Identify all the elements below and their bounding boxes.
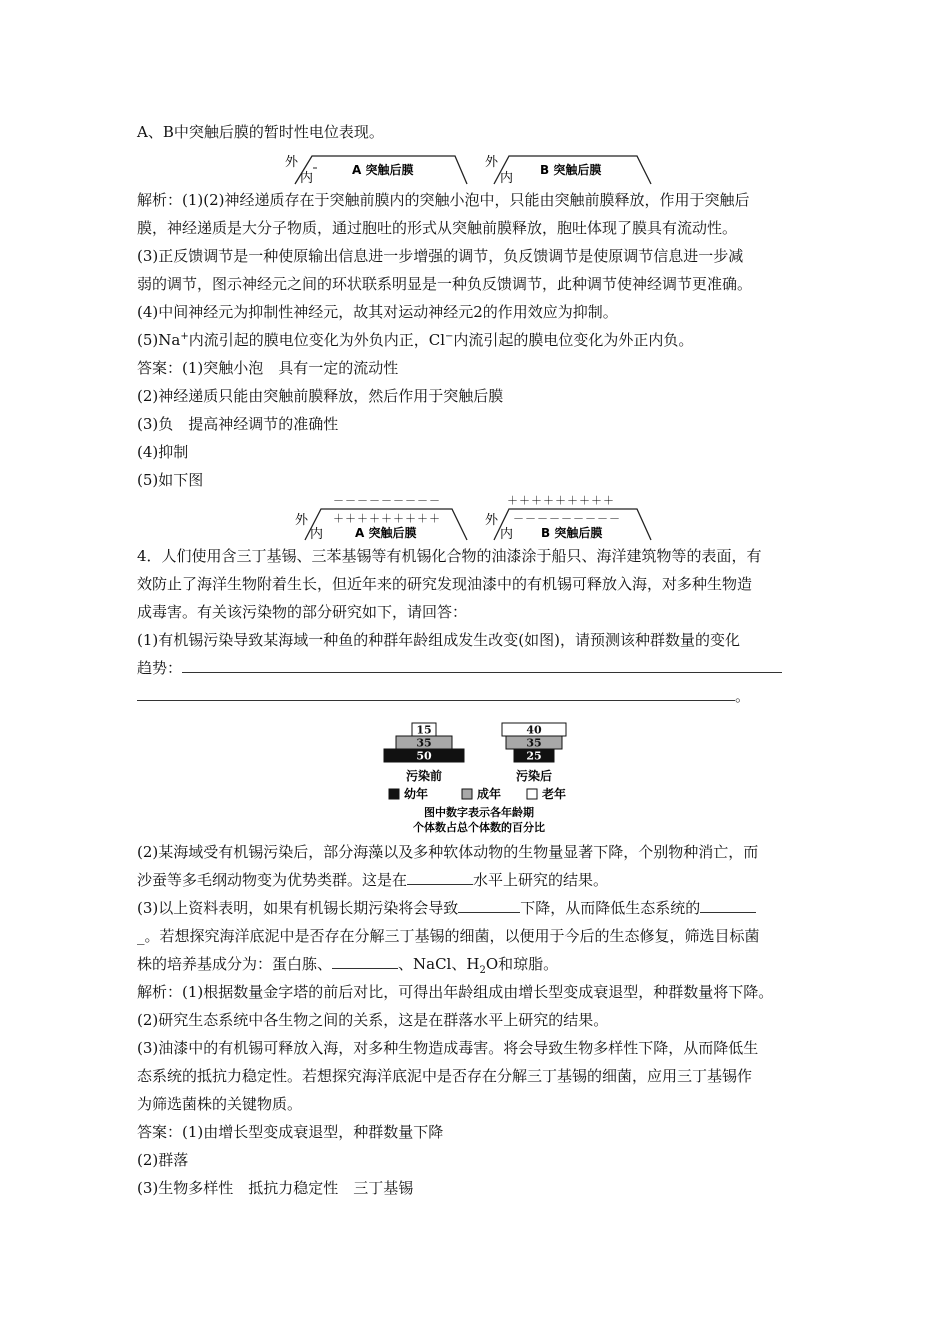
inner-label-a: 内: [300, 171, 314, 186]
answer-1-line-1: 答案：(1)突触小泡 具有一定的流动性: [137, 359, 399, 377]
answer-2-line-3: (3)生物多样性 抵抗力稳定性 三丁基锡: [137, 1179, 414, 1197]
pyramid-value-label: 15: [416, 723, 432, 737]
membrane-b-inner-charges: －－－－－－－－－: [513, 512, 621, 525]
answer-1-line-4: (4)抑制: [137, 443, 189, 461]
answer-blank-3b[interactable]: [700, 895, 756, 913]
inner-label-b2: 内: [500, 527, 514, 542]
membrane-b-label: B 突触后膜: [540, 163, 602, 177]
membrane-figure-charged: [137, 494, 817, 542]
question-4-line-5: 趋势：: [137, 654, 817, 682]
outer-label-b2: 外: [485, 513, 499, 528]
legend-label: 成年: [477, 787, 502, 801]
outer-label-a2: 外: [295, 513, 309, 528]
answer-blank-1b[interactable]: [137, 683, 735, 701]
question-4-part-3-line-3: 株的培养基成分为：蛋白胨、 、NaCl、$H_2O$和琼脂。: [137, 950, 817, 978]
legend-swatch-老年: [527, 789, 537, 799]
analysis-1-line-6: (5)Na+内流引起的膜电位变化为外负内正，Cl−内流引起的膜电位变化为外正内负。: [137, 331, 694, 349]
inner-label-b: 内: [500, 171, 514, 186]
pyramid-value-label: 25: [526, 749, 542, 763]
answer-1-line-2: (2)神经递质只能由突触前膜释放，然后作用于突触后膜: [137, 387, 504, 405]
pyramid-value-label: 35: [416, 736, 432, 750]
analysis-1-line-3: (3)正反馈调节是一种使原输出信息进一步增强的调节，负反馈调节是使原调节信息进一步减: [137, 247, 744, 265]
analysis-2-line-3: (3)油漆中的有机锡可释放入海，对多种生物造成毒害。将会导致生物多样性下降，从而降低生: [137, 1039, 759, 1057]
membrane-diagram-blank: [137, 146, 817, 186]
legend-label: 老年: [542, 787, 567, 801]
analysis-2-line-5: 为筛选菌株的关键物质。: [137, 1095, 303, 1113]
answer-blank-3a[interactable]: [458, 895, 520, 913]
document-page: [137, 118, 817, 1202]
analysis-2-line-1: 解析：(1)根据数量金字塔的前后对比，可得出年龄组成由增长型变成衰退型，种群数量将下降。: [137, 983, 774, 1001]
membrane-b2-label: B 突触后膜: [541, 526, 603, 540]
pyramid-value-label: 40: [526, 723, 542, 737]
question-4-line-4: (1)有机锡污染导致某海域一种鱼的种群年龄组成发生改变(如图)，请预测该种群数量的变化: [137, 631, 740, 649]
question-4-line-6: 。: [137, 682, 817, 710]
legend-label: 幼年: [404, 787, 429, 801]
analysis-2-line-4: 态系统的抵抗力稳定性。若想探究海洋底泥中是否存在分解三丁基锡的细菌，应用三丁基锡作: [137, 1067, 753, 1085]
inner-label-a2: 内: [310, 527, 324, 542]
analysis-1-line-2: 膜，神经递质是大分子物质，通过胞吐的形式从突触前膜释放，胞吐体现了膜具有流动性。: [137, 219, 738, 237]
answer-2-line-1: 答案：(1)由增长型变成衰退型，种群数量下降: [137, 1123, 444, 1141]
outer-label-b: 外: [485, 155, 499, 170]
pyramid-category-label: 污染前: [405, 769, 443, 783]
pyramid-value-label: 35: [526, 736, 542, 750]
question-4-line-3: 成毒害。有关该污染物的部分研究如下，请回答：: [137, 603, 468, 621]
pyramid-category-label: 污染后: [515, 769, 553, 783]
question-4-part-2-line-2: 沙蚕等多毛纲动物变为优势类群。这是在 水平上研究的结果。: [137, 866, 817, 894]
question-intro-line: A、B中突触后膜的暂时性电位表现。: [137, 123, 384, 141]
pyramid-value-label: 50: [416, 749, 432, 763]
membrane-a-outer-charges: －－－－－－－－－: [333, 494, 441, 507]
membrane-diagram-charged: [137, 494, 817, 542]
outer-label-a: 外: [285, 155, 299, 170]
chart-caption-line-2: 个体数占总个体数的百分比: [413, 821, 545, 834]
question-4-part-3-line-1: (3)以上资料表明，如果有机锡长期污染将会导致 下降，从而降低生态系统的: [137, 894, 817, 922]
analysis-1-line-1: 解析：(1)(2)神经递质存在于突触前膜内的突触小泡中，只能由突触前膜释放，作用于突触后: [137, 191, 750, 209]
question-4-line-1: 4．人们使用含三丁基锡、三苯基锡等有机锡化合物的油漆涂于船只、海洋建筑物等的表面，有: [137, 547, 762, 565]
question-4-part-2-line-1: (2)某海域受有机锡污染后，部分海藻以及多种软体动物的生物量显著下降，个别物种消亡，而: [137, 843, 759, 861]
question-4-part-3-line-2: _。若想探究海洋底泥中是否存在分解三丁基锡的细菌，以便用于今后的生态修复，筛选目标菌: [137, 927, 760, 945]
answer-1-line-5: (5)如下图: [137, 471, 204, 489]
chart-caption-line-1: 图中数字表示各年龄期: [424, 806, 534, 819]
analysis-1-line-4: 弱的调节，图示神经元之间的环状联系明显是一种负反馈调节，此种调节使神经调节更准确。: [137, 275, 753, 293]
membrane-a-label: A 突触后膜: [352, 163, 414, 177]
answer-blank-3c[interactable]: [332, 951, 398, 969]
age-pyramid-chart: [367, 710, 607, 838]
age-pyramid-figure: [137, 710, 817, 838]
answer-blank-2[interactable]: [407, 867, 473, 885]
membrane-a2-label: A 突触后膜: [355, 526, 417, 540]
membrane-b-outer-charges: ＋＋＋＋＋＋＋＋＋: [507, 494, 615, 507]
analysis-1-line-5: (4)中间神经元为抑制性神经元，故其对运动神经元2的作用效应为抑制。: [137, 303, 618, 321]
membrane-a-inner-charges: ＋＋＋＋＋＋＋＋＋: [333, 512, 441, 525]
answer-1-line-3: (3)负 提高神经调节的准确性: [137, 415, 339, 433]
membrane-figure-blank: [137, 146, 817, 186]
legend-swatch-幼年: [389, 789, 399, 799]
legend-swatch-成年: [462, 789, 472, 799]
analysis-2-line-2: (2)研究生态系统中各生物之间的关系，这是在群落水平上研究的结果。: [137, 1011, 609, 1029]
question-4-line-2: 效防止了海洋生物附着生长，但近年来的研究发现油漆中的有机锡可释放入海，对多种生物造: [137, 575, 753, 593]
answer-2-line-2: (2)群落: [137, 1151, 189, 1169]
answer-blank-1a[interactable]: [182, 655, 782, 673]
